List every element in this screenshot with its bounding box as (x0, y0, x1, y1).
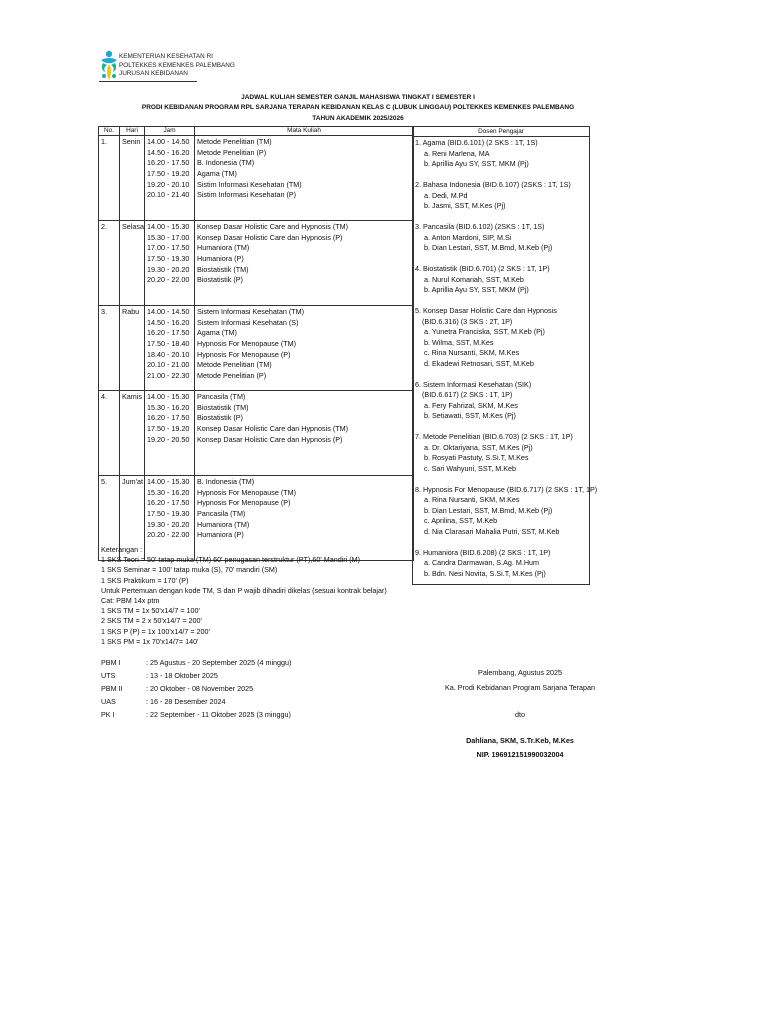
session-course: Hypnosis For Menopause (P) (197, 498, 291, 508)
lecturer-course: 7. Metode Penelitian (BID.6.703) (2 SKS : 1T, 1P) (415, 432, 573, 441)
session-time: 19.30 - 20.20 (147, 519, 190, 529)
session-course: Sistem Informasi Kesehatan (S) (197, 317, 299, 327)
session-time: 17.50 - 19.20 (147, 424, 190, 434)
header-time: Jam (145, 127, 195, 136)
lecturer-course: 1. Agama (BID.6.101) (2 SKS : 1T, 1S) (415, 138, 538, 147)
day-number-cell (99, 391, 120, 476)
note-line: Cat: PBM 14x ptm (101, 595, 160, 605)
session-course: Humaniora (P) (197, 530, 244, 540)
session-course: Agama (TM) (197, 169, 237, 179)
period-label: UAS (101, 697, 116, 706)
lecturer-name: b. Bdn. Nesi Novita, S.Si.T, M.Kes (Pj) (424, 568, 546, 578)
time-list (145, 391, 194, 445)
day-name-cell (120, 136, 145, 221)
note-line: 1 SKS TM = 1x 50'x14/7 = 100' (101, 606, 200, 616)
lecturer-name: b. Setiawati, SST, M.Kes (Pj) (424, 411, 516, 420)
note-line: Untuk Pertemuan dengan kode TM, S dan P wajib dihadiri dikelas (sesuai kontrak belajar) (101, 585, 387, 595)
header-no: No. (99, 127, 120, 136)
header-lecturer: Dosen Pengajar (413, 127, 589, 137)
note-line: 1 SKS P (P) = 1x 100'x14/7 = 200' (101, 626, 210, 636)
day-name: Senin (122, 137, 141, 146)
org-line-ministry: KEMENTERIAN KESEHATAN RI (119, 53, 213, 60)
lecturer-course: 2. Bahasa Indonesia (BID.6.107) (2SKS : 1T, 1S) (415, 180, 571, 189)
signature-position: Ka. Prodi Kebidanan Program Sarjana Terapan (444, 683, 596, 692)
lecturer-name: a. Yunetra Franciska, SST, M.Keb (Pj) (424, 327, 545, 336)
document-title-block (90, 93, 626, 124)
session-time: 16.20 - 17.50 (147, 158, 190, 168)
day-number-cell (99, 306, 120, 391)
time-cell (145, 391, 195, 476)
lecturer-group (415, 264, 589, 296)
note-line: 1 SKS Praktikum = 170' (P) (101, 575, 189, 585)
note-line: 2 SKS TM = 2 x 50'x14/7 = 200' (101, 616, 202, 626)
session-course: Metode Penelitian (P) (197, 371, 267, 381)
session-time: 20.10 - 21.40 (147, 190, 190, 200)
session-course: Konsep Dasar Holistic Care dan Hypnosis (P) (197, 434, 343, 444)
period-label: PBM II (101, 684, 123, 693)
lecturer-name: b. Wilma, SST, M.Kes (424, 337, 494, 347)
day-number-cell (99, 136, 120, 221)
title-line-3: TAHUN AKADEMIK 2025/2026 (312, 114, 404, 122)
period-label: UTS (101, 671, 116, 680)
course-list (195, 391, 413, 445)
course-list (195, 476, 413, 541)
session-time: 18.40 - 20.10 (147, 349, 190, 359)
table-row (99, 136, 414, 221)
session-time: 14.00 - 15.30 (147, 222, 190, 231)
day-name-cell (120, 221, 145, 306)
day-name: Rabu (122, 307, 140, 316)
session-time: 17.50 - 19.30 (147, 509, 190, 519)
course-list (195, 306, 413, 382)
time-list (145, 221, 194, 286)
period-value: : 16 - 28 Desember 2024 (146, 697, 226, 706)
session-course: Biostatistik (P) (197, 275, 243, 285)
session-course: Sistim Informasi Kesehatan (P) (197, 190, 297, 200)
schedule-body (99, 136, 414, 561)
session-course: Sistim Informasi Kesehatan (TM) (197, 179, 302, 189)
lecturer-course: 3. Pancasila (BID.6.102) (2SKS : 1T, 1S) (415, 222, 545, 231)
course-cell (195, 306, 414, 391)
lecturer-course: 4. Biostatistik (BID.6.701) (2 SKS : 1T, 1P) (415, 264, 550, 273)
lecturer-spacer (415, 212, 589, 223)
session-course: Humaniora (TM) (197, 243, 250, 253)
lecturer-spacer (415, 170, 589, 181)
day-name-cell (120, 391, 145, 476)
session-course: Humaniora (TM) (197, 519, 250, 529)
schedule-table (98, 126, 414, 561)
lecturer-name: a. Fery Fahrizal, SKM, M.Kes (424, 400, 518, 410)
signature-dto: dto (515, 710, 525, 719)
session-course: Pancasila (TM) (197, 509, 246, 519)
session-time: 17.50 - 19.30 (147, 254, 190, 264)
session-time: 19.20 - 20.10 (147, 179, 190, 189)
period-label: PBM I (101, 658, 121, 667)
lecturer-name: a. Dr. Oktariyana, SST, M.Kes (Pj) (424, 442, 533, 452)
lecturer-course: 9. Humaniora (BID.6.208) (2 SKS : 1T, 1P) (415, 547, 551, 557)
lecturer-name: a. Anton Mardoni, SIP, M.Si (424, 232, 512, 242)
lecturer-name: d. Ekadewi Retnosari, SST, M.Keb (424, 358, 534, 368)
session-time: 15.30 - 16.20 (147, 402, 190, 412)
session-time: 14.50 - 16.20 (147, 317, 190, 327)
session-course: Konsep Dasar Holistic Care dan Hypnosis (TM) (197, 424, 348, 434)
session-course: Agama (TM) (197, 328, 237, 338)
lecturer-group (415, 380, 589, 422)
period-value: : 13 - 18 Oktober 2025 (146, 671, 218, 680)
lecturer-spacer (415, 422, 589, 433)
lecturer-panel (412, 126, 598, 585)
title-line-2: PRODI KEBIDANAN PROGRAM RPL SARJANA TERAPAN KEBIDANAN KELAS C (LUBUK LINGGAU) POLTEKKES KEMENKES PALEMBANG (141, 104, 575, 112)
day-name-cell (120, 306, 145, 391)
course-list (195, 136, 413, 201)
lecturer-course-code: (BID.6.316) (3 SKS : 2T, 1P) (422, 316, 513, 326)
lecturer-group (415, 180, 589, 212)
period-row (101, 656, 291, 669)
session-time: 15.30 - 17.00 (147, 232, 190, 242)
session-course: Konsep Dasar Holistic Care dan Hypnosis (P) (197, 232, 343, 242)
time-list (145, 136, 194, 201)
lecturer-group (415, 484, 598, 538)
session-time: 19.30 - 20.20 (147, 264, 190, 274)
course-cell (195, 221, 414, 306)
lecturer-group (415, 306, 589, 369)
session-course: Humaniora (P) (197, 254, 244, 264)
session-time: 14.00 - 14.50 (147, 307, 190, 316)
lecturer-name: b. Jasmi, SST, M.Kes (Pj) (424, 201, 506, 210)
lecturer-name: d. Nia Clarasari Mahalia Putri, SST, M.Keb (424, 526, 560, 536)
lecturer-spacer (415, 369, 589, 380)
period-value: : 20 Oktober - 08 November 2025 (146, 684, 254, 693)
lecturer-group (415, 432, 589, 474)
session-time: 14.00 - 15.30 (147, 477, 190, 486)
academic-periods (101, 656, 291, 721)
session-time: 14.50 - 16.20 (147, 147, 190, 157)
session-course: Metode Penelitian (TM) (197, 360, 272, 370)
session-time: 20.20 - 22.00 (147, 530, 190, 540)
session-time: 21.00 - 22.30 (147, 371, 190, 381)
schedule-header-row (99, 127, 414, 136)
notes-section (101, 545, 387, 647)
header-divider (99, 81, 197, 82)
lecturer-group (415, 548, 589, 580)
period-row (101, 695, 291, 708)
lecturer-list (413, 137, 598, 579)
day-number: 5. (101, 477, 107, 486)
session-time: 17.50 - 18.40 (147, 339, 190, 349)
session-course: Hypnosis For Menopause (P) (197, 349, 291, 359)
table-row (99, 391, 414, 476)
org-line-poltekkes: POLTEKKES KEMENKES PALEMBANG (119, 61, 235, 69)
lecturer-name: a. Nurul Komariah, SST, M.Keb (424, 274, 524, 284)
lecturer-name: a. Candra Darmawan, S.Ag. M.Hum (424, 558, 540, 567)
session-course: Sistem Informasi Kesehatan (TM) (197, 307, 305, 316)
lecturer-name: a. Rina Nursanti, SKM, M.Kes (424, 495, 520, 504)
table-row (99, 306, 414, 391)
note-line: Keterangan : (101, 545, 143, 554)
period-row (101, 669, 291, 682)
lecturer-course-code: (BID.6.617) (2 SKS : 1T, 1P) (422, 390, 513, 399)
day-number: 2. (101, 222, 107, 231)
day-number: 3. (101, 307, 107, 316)
title-line-1: JADWAL KULIAH SEMESTER GANJIL MAHASISWA TINGKAT I SEMESTER I (241, 94, 475, 101)
note-line: 1 SKS Seminar = 100' tatap muka (S), 70' mandiri (SM) (101, 565, 278, 575)
lecturer-name: c. Aprilina, SST, M.Keb (424, 516, 498, 525)
session-time: 20.20 - 22.00 (147, 275, 190, 285)
course-cell (195, 136, 414, 221)
session-course: B. Indonesia (TM) (197, 158, 255, 168)
day-name: Kamis (122, 392, 142, 401)
lecturer-group (415, 222, 589, 254)
lecturer-spacer (415, 254, 589, 265)
day-name: Selasa (122, 222, 144, 231)
signature-block (420, 666, 620, 761)
day-number-cell (99, 221, 120, 306)
period-label: PK I (101, 710, 115, 719)
header-course: Mata Kuliah (195, 127, 414, 136)
lecturer-course: 5. Konsep Dasar Holistic Care dan Hypnosis (415, 306, 557, 315)
session-course: Biostatistik (TM) (197, 402, 249, 412)
time-cell (145, 136, 195, 221)
session-time: 15.30 - 16.20 (147, 487, 190, 497)
session-course: B. Indonesia (TM) (197, 477, 255, 486)
session-course: Biostatistik (TM) (197, 264, 249, 274)
header-day: Hari (120, 127, 145, 136)
lecturer-course: 6. Sistem Informasi Kesehatan (SIK) (415, 379, 532, 389)
lecturer-name: c. Sari Wahyuni, SST, M.Keb (424, 463, 517, 473)
course-cell (195, 391, 414, 476)
poltekkes-logo-icon (98, 47, 120, 83)
lecturer-name: c. Rina Nursanti, SKM, M.Kes (424, 348, 520, 357)
time-list (145, 476, 194, 541)
day-number: 1. (101, 137, 107, 146)
lecturer-name: b. Rosyati Pastuty, S.Si.T, M.Kes (424, 453, 529, 462)
period-row (101, 708, 291, 721)
lecturer-name: a. Reni Marlena, MA (424, 148, 490, 158)
lecturer-name: b. Aprillia Ayu SY, SST, MKM (Pj) (424, 159, 529, 168)
signature-nip: NIP. 196912151990032004 (476, 750, 564, 759)
lecturer-name: a. Dedi, M.Pd (424, 190, 468, 200)
session-course: Hypnosis For Menopause (TM) (197, 487, 297, 497)
day-number: 4. (101, 392, 107, 401)
session-time: 20.10 - 21.00 (147, 360, 190, 370)
lecturer-spacer (415, 474, 589, 485)
session-time: 14.00 - 14.50 (147, 137, 190, 146)
time-cell (145, 221, 195, 306)
lecturer-name: b. Aprillia Ayu SY, SST, MKM (Pj) (424, 285, 529, 294)
lecturer-course: 8. Hypnosis For Menopause (BID.6.717) (2 SKS : 1T, 1P) (415, 484, 598, 494)
session-course: Biostatistik (P) (197, 413, 243, 423)
note-line: 1 SKS PM = 1x 70'x14/7= 140' (101, 636, 199, 646)
day-name: Jum'at (122, 477, 143, 486)
org-line-department: JURUSAN KEBIDANAN (119, 70, 188, 78)
lecturer-group (415, 138, 589, 170)
signature-place-date: Palembang, Agustus 2025 (478, 668, 562, 677)
organization-name (119, 53, 235, 79)
session-time: 16.20 - 17.50 (147, 328, 190, 338)
session-time: 14.00 - 15.30 (147, 392, 190, 401)
lecturer-name: b. Dian Lestari, SST, M.Bmd, M.Keb (Pj) (424, 505, 553, 515)
time-cell (145, 306, 195, 391)
lecturer-spacer (415, 537, 589, 548)
session-course: Metode Penelitian (P) (197, 147, 267, 157)
time-list (145, 306, 194, 382)
period-value: : 25 Agustus - 20 September 2025 (4 minggu) (146, 658, 292, 667)
session-course: Hypnosis For Menopause (TM) (197, 339, 297, 349)
session-time: 17.50 - 19.20 (147, 169, 190, 179)
course-list (195, 221, 413, 286)
period-value: : 22 September - 11 Oktober 2025 (3 minggu) (146, 710, 291, 719)
lecturer-name: b. Dian Lestari, SST, M.Bmd, M.Keb (Pj) (424, 243, 553, 252)
session-time: 16.20 - 17.50 (147, 413, 190, 423)
session-time: 17.00 - 17.50 (147, 243, 190, 253)
session-time: 19.20 - 20.50 (147, 434, 190, 444)
signature-name: Dahliana, SKM, S.Tr.Keb, M.Kes (466, 736, 574, 745)
session-time: 16.20 - 17.50 (147, 498, 190, 508)
session-course: Pancasila (TM) (197, 392, 246, 401)
session-course: Konsep Dasar Holistic Care and Hypnosis (TM) (197, 222, 348, 231)
note-line: 1 SKS Teori = 50' tatap muka (TM) 60' penugasan terstruktur (PT),60' Mandiri (M) (101, 555, 361, 565)
lecturer-spacer (415, 296, 589, 307)
table-row (99, 221, 414, 306)
period-row (101, 682, 291, 695)
session-course: Metode Penelitian (TM) (197, 137, 272, 146)
